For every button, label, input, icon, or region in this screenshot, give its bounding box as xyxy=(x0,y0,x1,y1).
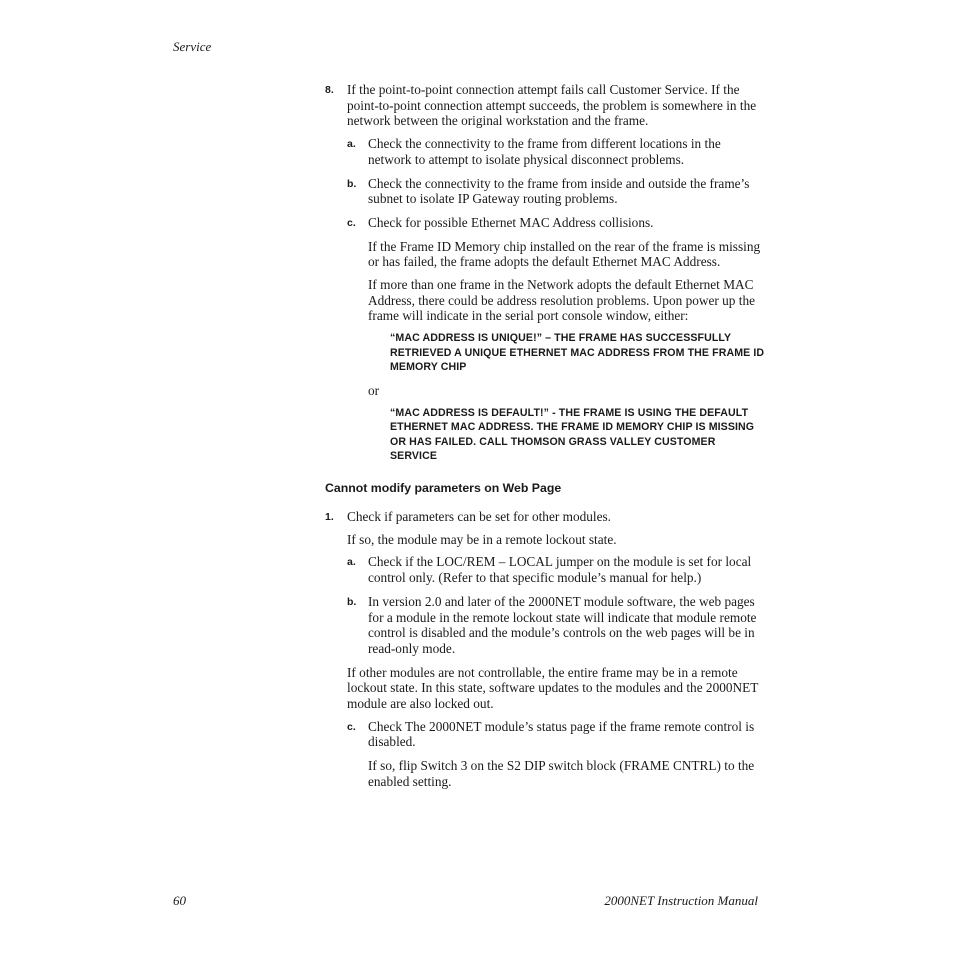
paragraph-address-resolution: If more than one frame in the Network adopts the default Ethernet MAC Address, there could be address resolution problems. Upon power up the frame will indicate in the serial port console window, either: xyxy=(368,277,755,324)
page-number: 60 xyxy=(173,893,186,908)
step-text: If the point-to-point connection attempt fails call Customer Service. If the point-to-point connection attempt succeeds, the problem is somewhere in the network between the original workstation and the frame. xyxy=(347,82,757,129)
substep-letter: c. xyxy=(347,216,356,229)
step-text: Check if parameters can be set for other modules. xyxy=(347,509,611,524)
console-message-unique: “MAC ADDRESS IS UNIQUE!” – THE FRAME HAS SUCCESSFULLY RETRIEVED A UNIQUE ETHERNET MAC ADDRESS FROM THE FRAME ID MEMORY CHIP xyxy=(390,332,765,374)
running-header: Service xyxy=(173,39,212,54)
step-number: 8. xyxy=(325,84,334,96)
step-8 xyxy=(325,82,765,129)
substep-text: Check the connectivity to the frame from different locations in the network to attempt to isolate physical disconnect problems. xyxy=(368,136,721,167)
substep-letter: a. xyxy=(347,138,356,151)
substep-text: Check for possible Ethernet MAC Address collisions. xyxy=(368,214,654,230)
substep-a xyxy=(347,554,765,585)
manual-title: 2000NET Instruction Manual xyxy=(604,893,758,908)
substep-c xyxy=(347,719,765,750)
step-1 xyxy=(325,509,765,525)
substep-c xyxy=(347,215,765,231)
paragraph-dip-switch: If so, flip Switch 3 on the S2 DIP switch block (FRAME CNTRL) to the enabled setting. xyxy=(368,758,755,789)
section-heading: Cannot modify parameters on Web Page xyxy=(325,481,562,495)
substep-b xyxy=(347,176,765,207)
substep-text: In version 2.0 and later of the 2000NET module software, the web pages for a module in the remote lockout state will indicate that module remote control is disabled and the module’s controls on the web pages will be in read-only mode. xyxy=(368,593,757,656)
paragraph-frame-id-chip: If the Frame ID Memory chip installed on the rear of the frame is missing or has failed, the frame adopts the default Ethernet MAC Address. xyxy=(368,238,761,270)
console-message-default: “MAC ADDRESS IS DEFAULT!” - THE FRAME IS USING THE DEFAULT ETHERNET MAC ADDRESS. THE FRAME ID MEMORY CHIP IS MISSING OR HAS FAILED. CALL THOMSON GRASS VALLEY CUSTOMER SERVICE xyxy=(390,406,755,463)
substep-text: Check the connectivity to the frame from inside and outside the frame’s subnet to isolate IP Gateway routing problems. xyxy=(368,175,750,207)
paragraph-remote-lockout: If so, the module may be in a remote lockout state. xyxy=(347,531,617,547)
substep-letter: a. xyxy=(347,556,356,569)
substep-letter: b. xyxy=(347,177,357,190)
paragraph-frame-lockout: If other modules are not controllable, the entire frame may be in a remote lockout state. In this state, software updates to the modules and the 2000NET module are also locked out. xyxy=(347,664,759,712)
substep-text: Check The 2000NET module’s status page if the frame remote control is disabled. xyxy=(368,718,755,750)
substep-letter: c. xyxy=(347,720,356,733)
substep-b xyxy=(347,594,765,657)
substep-letter: b. xyxy=(347,595,357,608)
substep-a xyxy=(347,136,765,167)
page-body xyxy=(325,82,765,797)
substep-text: Check if the LOC/REM – LOCAL jumper on the module is set for local control only. (Refer to that specific module’s manual for help.) xyxy=(368,554,752,586)
step-number: 1. xyxy=(325,511,334,523)
or-text: or xyxy=(368,382,380,398)
